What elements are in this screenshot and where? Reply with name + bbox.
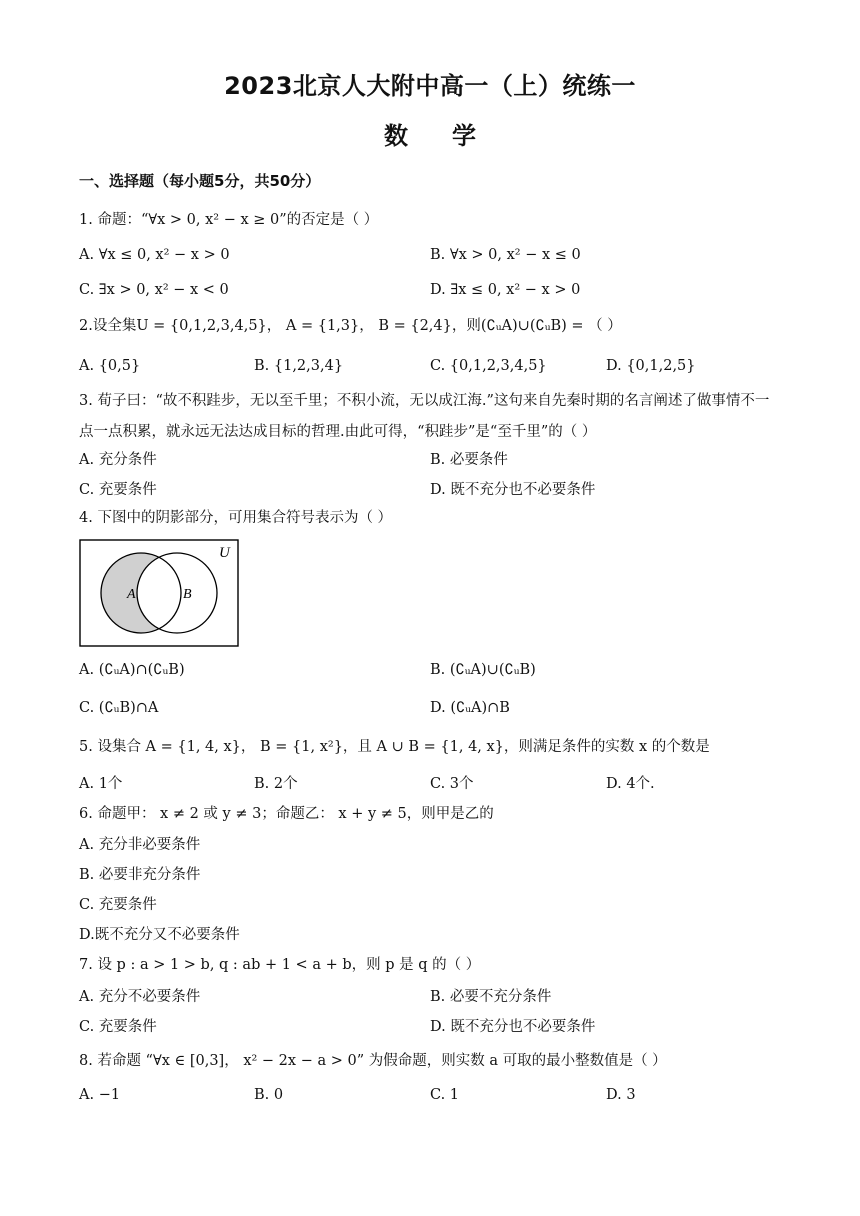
question-1-option-c: C. ∃x > 0, x² − x < 0 — [79, 282, 229, 298]
question-4-option-d: D. (∁ᵤA)∩B — [430, 700, 510, 716]
universe-label: U — [219, 545, 230, 561]
set-a-label: A — [127, 587, 136, 602]
question-1-option-d: D. ∃x ≤ 0, x² − x > 0 — [430, 282, 581, 298]
question-2-option-b: B. {1,2,3,4} — [254, 358, 344, 374]
question-7-stem: 7. 设 p : a > 1 > b, q : ab + 1 < a + b，则 p 是 q 的（ ） — [79, 957, 481, 973]
question-5-option-d: D. 4个. — [606, 776, 655, 792]
question-6-option-d: D.既不充分又不必要条件 — [79, 927, 240, 943]
question-7-option-a: A. 充分不必要条件 — [79, 989, 201, 1005]
question-7-option-b: B. 必要不充分条件 — [430, 989, 552, 1005]
question-3-option-b: B. 必要条件 — [430, 452, 508, 468]
section-heading: 一、选择题（每小题5分，共50分） — [79, 172, 321, 190]
question-7-option-d: D. 既不充分也不必要条件 — [430, 1019, 596, 1035]
question-8-option-d: D. 3 — [606, 1087, 636, 1103]
question-6-stem: 6. 命题甲： x ≠ 2 或 y ≠ 3；命题乙： x + y ≠ 5，则甲是乙的 — [79, 806, 494, 822]
question-2-option-c: C. {0,1,2,3,4,5} — [430, 358, 547, 374]
question-3-option-a: A. 充分条件 — [79, 452, 157, 468]
question-2-option-a: A. {0,5} — [79, 358, 141, 374]
question-7-option-c: C. 充要条件 — [79, 1019, 157, 1035]
question-6-option-c: C. 充要条件 — [79, 897, 157, 913]
question-3-option-d: D. 既不充分也不必要条件 — [430, 482, 596, 498]
question-4-option-b: B. (∁ᵤA)∪(∁ᵤB) — [430, 662, 536, 678]
question-2-stem: 2.设全集U = {0,1,2,3,4,5}， A = {1,3}， B = {2,4}，则(∁ᵤA)∪(∁ᵤB) = （ ） — [79, 318, 622, 334]
question-5-stem: 5. 设集合 A = {1, 4, x}， B = {1, x²}，且 A ∪ B = {1, 4, x}，则满足条件的实数 x 的个数是 — [79, 739, 710, 755]
question-8-option-a: A. −1 — [79, 1087, 121, 1103]
question-4-stem: 4. 下图中的阴影部分，可用集合符号表示为（ ） — [79, 510, 393, 526]
question-8-stem: 8. 若命题 “∀x ∈ [0,3]， x² − 2x − a > 0” 为假命题，则实数 a 可取的最小整数值是（ ） — [79, 1053, 667, 1069]
question-4-option-c: C. (∁ᵤB)∩A — [79, 700, 159, 716]
question-1-option-b: B. ∀x > 0, x² − x ≤ 0 — [430, 247, 581, 263]
question-8-option-b: B. 0 — [254, 1087, 284, 1103]
set-b-label: B — [183, 587, 192, 602]
question-5-option-b: B. 2个 — [254, 776, 298, 792]
question-1-option-a: A. ∀x ≤ 0, x² − x > 0 — [79, 247, 230, 263]
question-3-stem: 3. 荀子曰：“故不积跬步，无以至千里；不积小流，无以成江海.”这句来自先秦时期的名言阐述了做事情不一点一点积累，就永远无法达成目标的哲理.由此可得，“积跬步”是“至千里”的（ ） — [79, 393, 770, 440]
exam-title: 2023北京人大附中高一（上）统练一 — [224, 72, 636, 100]
question-6-option-b: B. 必要非充分条件 — [79, 867, 201, 883]
question-4-option-a: A. (∁ᵤA)∩(∁ᵤB) — [79, 662, 185, 678]
subject-title: 数学 — [384, 122, 520, 150]
question-8-option-c: C. 1 — [430, 1087, 460, 1103]
question-2-option-d: D. {0,1,2,5} — [606, 358, 696, 374]
question-5-option-a: A. 1个 — [79, 776, 123, 792]
venn-diagram — [79, 539, 239, 647]
question-3-option-c: C. 充要条件 — [79, 482, 157, 498]
question-5-option-c: C. 3个 — [430, 776, 474, 792]
question-1-stem: 1. 命题：“∀x > 0, x² − x ≥ 0”的否定是（ ） — [79, 212, 379, 228]
question-6-option-a: A. 充分非必要条件 — [79, 837, 201, 853]
